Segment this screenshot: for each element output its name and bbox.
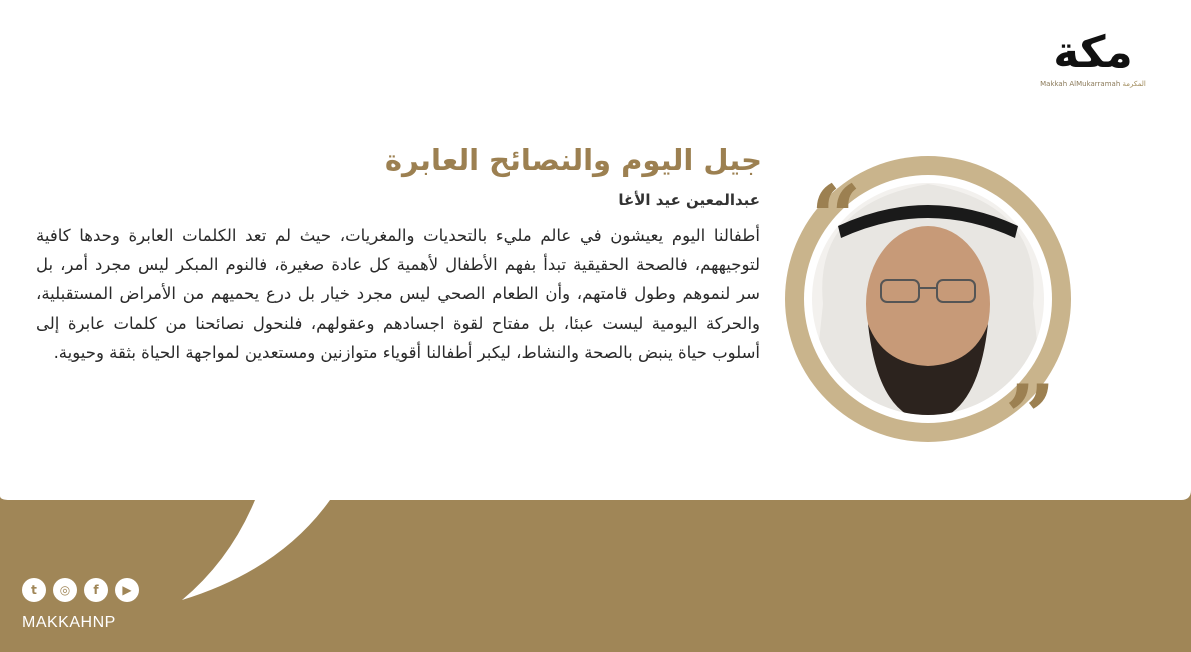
author-name: عبدالمعين عيد الأغا bbox=[618, 191, 760, 209]
makkah-logo bbox=[1032, 27, 1154, 92]
logo-subtitle-latin: Makkah AlMukarramah bbox=[1040, 80, 1121, 88]
article-headline: جيل اليوم والنصائح العابرة bbox=[384, 143, 762, 177]
article-body: أطفالنا اليوم يعيشون في عالم مليء بالتحديات والمغريات، حيث لم تعد الكلمات العابرة وحدها كافية لتوجيههم، فالصحة الحقيقية تبدأ بفهم الأطفال لأهمية كل عادة صغيرة، فالنوم المبكر ليس مجرد أمر، بل سر لنموهم وطول قامتهم، وأن الطعام الصحي ليس مجرد خيار بل درع يحميهم من الأمراض المستقبلية، والحركة اليومية ليست عبئا، بل مفتاح لقوة اجسادهم وعقولهم، فلنحول نصائحنا من كلمات عابرة إلى أسلوب حياة ينبض بالصحة والنشاط، ليكبر أطفالنا أقوياء متوازنين ومستعدين لمواجهة الحياة بثقة وحيوية. bbox=[36, 226, 760, 362]
twitter-icon[interactable]: t bbox=[22, 578, 46, 602]
social-links bbox=[22, 578, 142, 604]
instagram-icon[interactable]: ◎ bbox=[53, 578, 77, 602]
logo-mark: مكة bbox=[1053, 27, 1133, 78]
bottom-band bbox=[0, 490, 1191, 652]
facebook-icon[interactable]: f bbox=[84, 578, 108, 602]
quote-close-icon: ” bbox=[1004, 365, 1056, 469]
logo-subtitle bbox=[1032, 78, 1154, 90]
quote-open-icon: “ bbox=[810, 165, 862, 269]
social-handle[interactable]: MAKKAHNP bbox=[22, 614, 116, 631]
logo-subtitle-arabic: المكرمة bbox=[1122, 80, 1146, 88]
youtube-icon[interactable]: ▶ bbox=[115, 578, 139, 602]
